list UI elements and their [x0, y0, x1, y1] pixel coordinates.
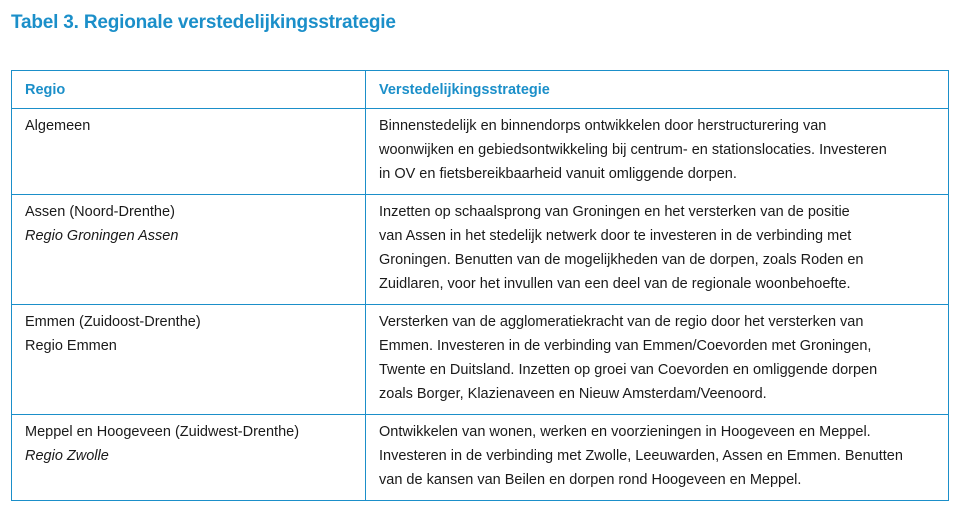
strategy-line: Emmen. Investeren in de verbinding van Emmen/Coevorden met Groningen, [379, 338, 872, 354]
strategy-line: Binnenstedelijk en binnendorps ontwikkelen door herstructurering van [379, 118, 827, 134]
regio-subregion: Regio Zwolle [25, 448, 109, 464]
regio-cell [12, 415, 366, 501]
regio-name: Meppel en Hoogeveen (Zuidwest-Drenthe) [25, 424, 300, 440]
regio-name: Emmen (Zuidoost-Drenthe) [25, 314, 201, 330]
strategy-cell [366, 305, 949, 415]
table-title: Tabel 3. Regionale verstedelijkingsstrategie [11, 12, 396, 33]
header-regio: Regio [12, 71, 366, 109]
table-row [12, 195, 949, 305]
strategy-line: zoals Borger, Klazienaveen en Nieuw Amsterdam/Veenoord. [379, 386, 767, 402]
strategy-line: Twente en Duitsland. Inzetten op groei van Coevorden en omliggende dorpen [379, 362, 878, 378]
strategy-line: Zuidlaren, voor het invullen van een deel van de regionale woonbehoefte. [379, 276, 851, 292]
table-row [12, 305, 949, 415]
strategy-line: Inzetten op schaalsprong van Groningen en het versterken van de positie [379, 204, 850, 220]
regio-cell [12, 195, 366, 305]
regio-cell [12, 305, 366, 415]
strategy-cell [366, 109, 949, 195]
regio-name: Algemeen [25, 118, 91, 134]
strategy-line: Groningen. Benutten van de mogelijkheden van de dorpen, zoals Roden en [379, 252, 864, 268]
strategy-line: Ontwikkelen van wonen, werken en voorzieningen in Hoogeveen en Meppel. [379, 424, 871, 440]
regio-name: Assen (Noord-Drenthe) [25, 204, 175, 220]
strategy-line: Investeren in de verbinding met Zwolle, Leeuwarden, Assen en Emmen. Benutten [379, 448, 903, 464]
strategy-line: Versterken van de agglomeratiekracht van de regio door het versterken van [379, 314, 864, 330]
table-row [12, 109, 949, 195]
regio-cell [12, 109, 366, 195]
strategy-cell [366, 195, 949, 305]
strategy-cell [366, 415, 949, 501]
table-header-row [12, 71, 949, 109]
strategy-line: van Assen in het stedelijk netwerk door te investeren in de verbinding met [379, 228, 852, 244]
header-strategie: Verstedelijkingsstrategie [366, 71, 949, 109]
regio-subregion: Regio Emmen [25, 338, 117, 354]
strategy-line: van de kansen van Beilen en dorpen rond Hoogeveen en Meppel. [379, 472, 802, 488]
strategy-line: in OV en fietsbereikbaarheid vanuit omliggende dorpen. [379, 166, 737, 182]
table-row [12, 415, 949, 501]
strategy-table [11, 70, 949, 501]
strategy-line: woonwijken en gebiedsontwikkeling bij centrum- en stationslocaties. Investeren [379, 142, 887, 158]
regio-subregion: Regio Groningen Assen [25, 228, 179, 244]
